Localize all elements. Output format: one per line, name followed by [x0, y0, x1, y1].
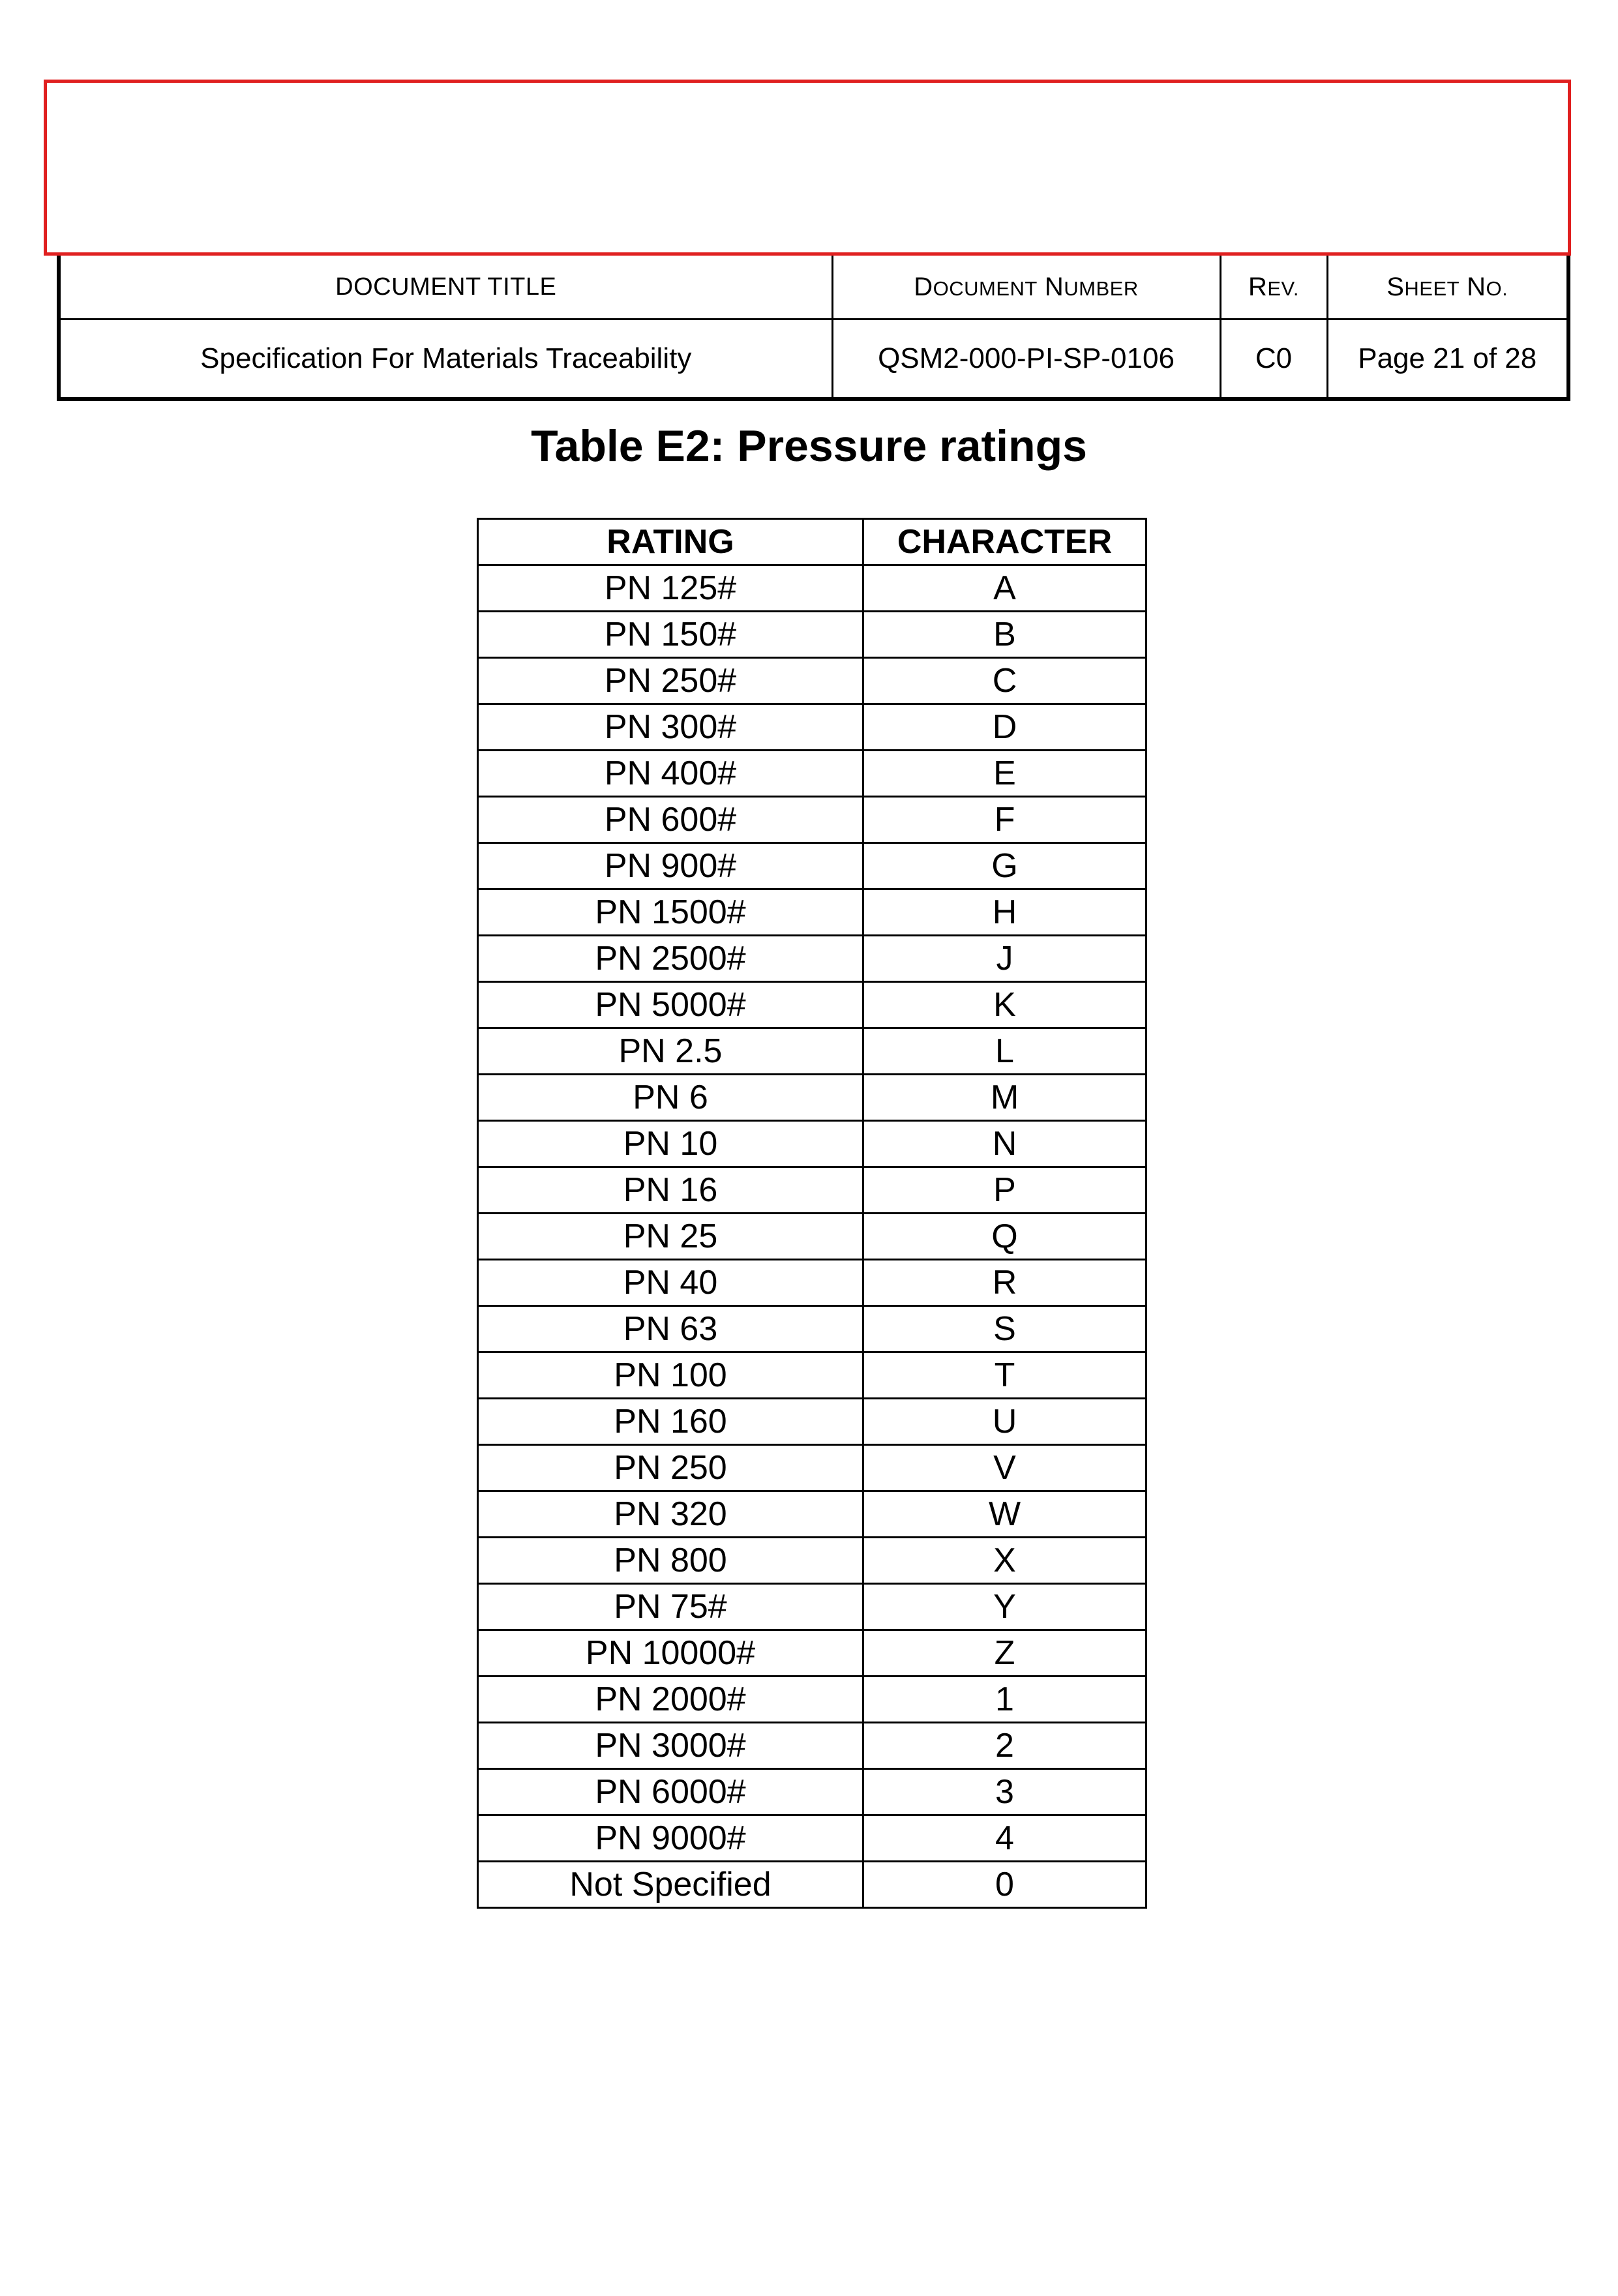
sheet-number-label [1327, 256, 1568, 320]
rating-cell: PN 125# [478, 565, 863, 612]
rating-cell: PN 2500# [478, 936, 863, 982]
document-number-label-part: N [1044, 272, 1064, 301]
document-info-values-row [59, 320, 1568, 400]
revision-label-part: EV. [1267, 276, 1299, 300]
document-info-labels-row [59, 256, 1568, 320]
document-number-label [832, 256, 1220, 320]
character-cell: M [863, 1075, 1146, 1121]
table-row [478, 1677, 1146, 1723]
rating-cell: Not Specified [478, 1862, 863, 1908]
table-row [478, 936, 1146, 982]
rating-cell: PN 900# [478, 843, 863, 889]
table-row [478, 1075, 1146, 1121]
table-row [478, 1352, 1146, 1399]
document-title-label: DOCUMENT TITLE [59, 256, 832, 320]
table-row [478, 1862, 1146, 1908]
revision-label-part: R [1248, 272, 1268, 301]
document-number-value: QSM2-000-PI-SP-0106 [832, 320, 1220, 400]
character-cell: K [863, 982, 1146, 1028]
character-cell: T [863, 1352, 1146, 1399]
rating-cell: PN 9000# [478, 1815, 863, 1862]
table-row [478, 1538, 1146, 1584]
rating-cell: PN 75# [478, 1584, 863, 1630]
character-cell: V [863, 1445, 1146, 1491]
character-cell: E [863, 751, 1146, 797]
character-cell: J [863, 936, 1146, 982]
character-cell: S [863, 1306, 1146, 1352]
rating-cell: PN 1500# [478, 889, 863, 936]
rating-cell: PN 10000# [478, 1630, 863, 1677]
sheet-number-label-part: O. [1486, 276, 1508, 300]
document-number-label-part: D [914, 272, 933, 301]
table-row [478, 565, 1146, 612]
character-cell: G [863, 843, 1146, 889]
rating-cell: PN 800 [478, 1538, 863, 1584]
table-row [478, 1630, 1146, 1677]
table-row [478, 1769, 1146, 1815]
rating-cell: PN 40 [478, 1260, 863, 1306]
rating-cell: PN 600# [478, 797, 863, 843]
column-header-rating: RATING [478, 519, 863, 565]
character-cell: L [863, 1028, 1146, 1075]
table-row [478, 1260, 1146, 1306]
table-row [478, 658, 1146, 704]
table-row [478, 982, 1146, 1028]
character-cell: P [863, 1167, 1146, 1214]
rating-cell: PN 5000# [478, 982, 863, 1028]
table-row [478, 1028, 1146, 1075]
character-cell: H [863, 889, 1146, 936]
rating-cell: PN 300# [478, 704, 863, 751]
table-row [478, 612, 1146, 658]
table-title: Table E2: Pressure ratings [531, 421, 1087, 471]
table-row [478, 1491, 1146, 1538]
character-cell: Q [863, 1214, 1146, 1260]
character-cell: W [863, 1491, 1146, 1538]
sheet-number-value: Page 21 of 28 [1327, 320, 1568, 400]
document-info-header [57, 256, 1570, 401]
rating-cell: PN 63 [478, 1306, 863, 1352]
rating-cell: PN 150# [478, 612, 863, 658]
character-cell: 0 [863, 1862, 1146, 1908]
table-row [478, 843, 1146, 889]
table-row [478, 797, 1146, 843]
table-row [478, 1584, 1146, 1630]
rating-cell: PN 6 [478, 1075, 863, 1121]
sheet-number-label-part: S [1386, 272, 1405, 301]
character-cell: D [863, 704, 1146, 751]
table-row [478, 1306, 1146, 1352]
document-number-label-part: OCUMENT [933, 276, 1038, 300]
rating-cell: PN 25 [478, 1214, 863, 1260]
revision-label [1220, 256, 1327, 320]
rating-cell: PN 2000# [478, 1677, 863, 1723]
column-header-character: CHARACTER [863, 519, 1146, 565]
rating-cell: PN 160 [478, 1399, 863, 1445]
table-row [478, 704, 1146, 751]
rating-cell: PN 320 [478, 1491, 863, 1538]
rating-cell: PN 250 [478, 1445, 863, 1491]
header-logo-frame [44, 80, 1571, 256]
document-title-value: Specification For Materials Traceability [59, 320, 832, 400]
sheet-number-label-part: HEET [1404, 276, 1460, 300]
rating-cell: PN 100 [478, 1352, 863, 1399]
rating-cell: PN 6000# [478, 1769, 863, 1815]
document-number-label-part: UMBER [1064, 276, 1139, 300]
table-row [478, 889, 1146, 936]
character-cell: X [863, 1538, 1146, 1584]
rating-cell: PN 3000# [478, 1723, 863, 1769]
character-cell: Z [863, 1630, 1146, 1677]
table-row [478, 1815, 1146, 1862]
character-cell: C [863, 658, 1146, 704]
rating-cell: PN 2.5 [478, 1028, 863, 1075]
revision-value: C0 [1220, 320, 1327, 400]
pressure-ratings-table [477, 518, 1147, 1909]
character-cell: Y [863, 1584, 1146, 1630]
character-cell: R [863, 1260, 1146, 1306]
character-cell: 4 [863, 1815, 1146, 1862]
table-row [478, 1214, 1146, 1260]
character-cell: B [863, 612, 1146, 658]
character-cell: F [863, 797, 1146, 843]
character-cell: N [863, 1121, 1146, 1167]
table-row [478, 751, 1146, 797]
character-cell: 2 [863, 1723, 1146, 1769]
character-cell: A [863, 565, 1146, 612]
character-cell: 3 [863, 1769, 1146, 1815]
rating-cell: PN 10 [478, 1121, 863, 1167]
table-header-row [478, 519, 1146, 565]
character-cell: U [863, 1399, 1146, 1445]
rating-cell: PN 16 [478, 1167, 863, 1214]
character-cell: 1 [863, 1677, 1146, 1723]
table-row [478, 1167, 1146, 1214]
sheet-number-label-part: N [1467, 272, 1486, 301]
table-row [478, 1445, 1146, 1491]
rating-cell: PN 400# [478, 751, 863, 797]
table-row [478, 1399, 1146, 1445]
table-body [478, 565, 1146, 1908]
table-row [478, 1723, 1146, 1769]
table-row [478, 1121, 1146, 1167]
rating-cell: PN 250# [478, 658, 863, 704]
